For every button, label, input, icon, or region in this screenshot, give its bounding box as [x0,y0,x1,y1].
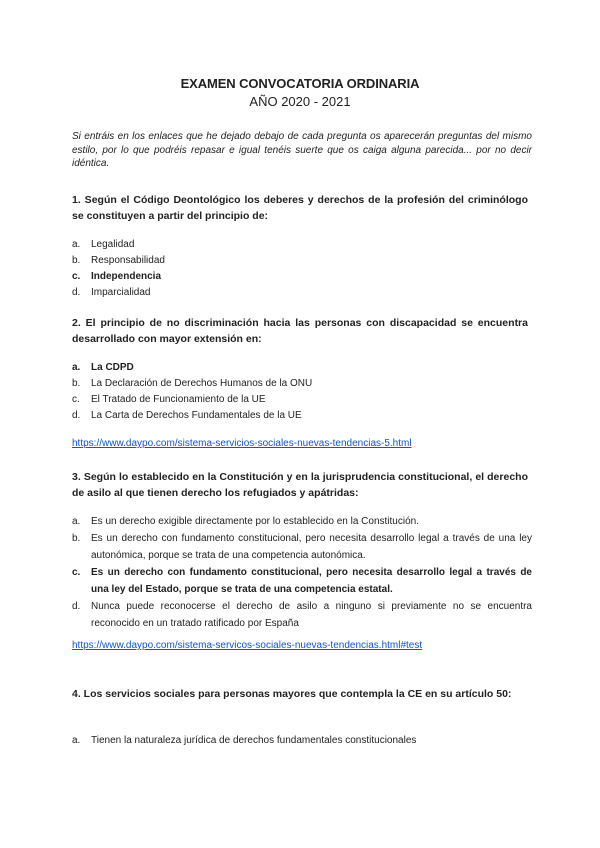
option-item [72,253,532,269]
option-marker: d. [72,410,81,421]
option-item-correct [72,564,532,598]
question-4: 4. Los servicios sociales para personas mayores que contempla la CE en su artículo 50: [72,688,512,700]
option-text: Legalidad [91,239,135,250]
option-marker: a. [72,362,81,373]
question-1-options [72,237,532,301]
option-text: La Carta de Derechos Fundamentales de la UE [91,410,302,421]
option-marker: a. [72,239,81,250]
question-2-reference-link[interactable]: https://www.daypo.com/sistema-servicios-sociales-nuevas-tendencias-5.html [72,438,412,449]
option-marker: a. [72,735,81,746]
option-item [72,237,532,253]
option-marker: c. [72,567,81,578]
question-1: 1. Según el Código Deontológico los deberes y derechos de la profesión del criminólogo se constituyen a partir del principio de: [72,194,528,222]
option-marker: a. [72,516,81,527]
option-text: Nunca puede reconocerse el derecho de asilo a ninguno si previamente no se encuentra reconocido en un tratado ratificado por España [91,601,532,629]
option-item [72,408,532,424]
option-marker: b. [72,533,81,544]
option-text: Es un derecho exigible directamente por lo establecido en la Constitución. [91,516,419,527]
option-marker: d. [72,287,81,298]
question-4-options [72,733,532,749]
option-marker: b. [72,378,81,389]
option-marker: b. [72,255,81,266]
option-item [72,376,532,392]
option-item [72,598,532,632]
option-item [72,513,532,530]
option-text: El Tratado de Funcionamiento de la UE [91,394,266,405]
option-text: Independencia [91,271,162,282]
question-3: 3. Según lo establecido en la Constitución y en la jurisprudencia constitucional, el derecho de asilo al que tienen derecho los refugiados y apátridas: [72,471,528,499]
question-3-options [72,513,532,632]
option-item [72,392,532,408]
intro-note: Si entráis en los enlaces que he dejado debajo de cada pregunta os aparecerán preguntas del mismo estilo, por lo que podréis repasar e igual tenéis suerte que os caiga alguna parecida... por no decir idéntica. [72,131,532,169]
option-item [72,733,532,749]
option-text: La Declaración de Derechos Humanos de la ONU [91,378,313,389]
question-2: 2. El principio de no discriminación hacia las personas con discapacidad se encuentra desarrollado con mayor extensión en: [72,317,528,345]
option-text: Responsabilidad [91,255,165,266]
option-marker: c. [72,394,80,405]
document-year: AÑO 2020 - 2021 [249,94,351,109]
option-text: Es un derecho con fundamento constitucional, pero necesita desarrollo legal a través de una ley autonómica, porque se trata de una competencia autonómica. [91,533,532,561]
option-item [72,285,532,301]
option-item-correct [72,360,532,376]
option-text: Es un derecho con fundamento constitucional, pero necesita desarrollo legal a través de una ley del Estado, porque se trata de una competencia estatal. [91,567,532,595]
question-2-options [72,360,532,424]
option-item-correct [72,269,532,285]
question-3-reference-link[interactable]: https://www.daypo.com/sistema-servicos-sociales-nuevas-tendencias.html#test [72,640,423,651]
option-text: La CDPD [91,362,134,373]
option-text: Tienen la naturaleza jurídica de derechos fundamentales constitucionales [91,735,417,746]
option-item [72,530,532,564]
option-marker: c. [72,271,81,282]
option-marker: d. [72,601,81,612]
option-text: Imparcialidad [91,287,151,298]
document-title: EXAMEN CONVOCATORIA ORDINARIA [180,76,420,91]
